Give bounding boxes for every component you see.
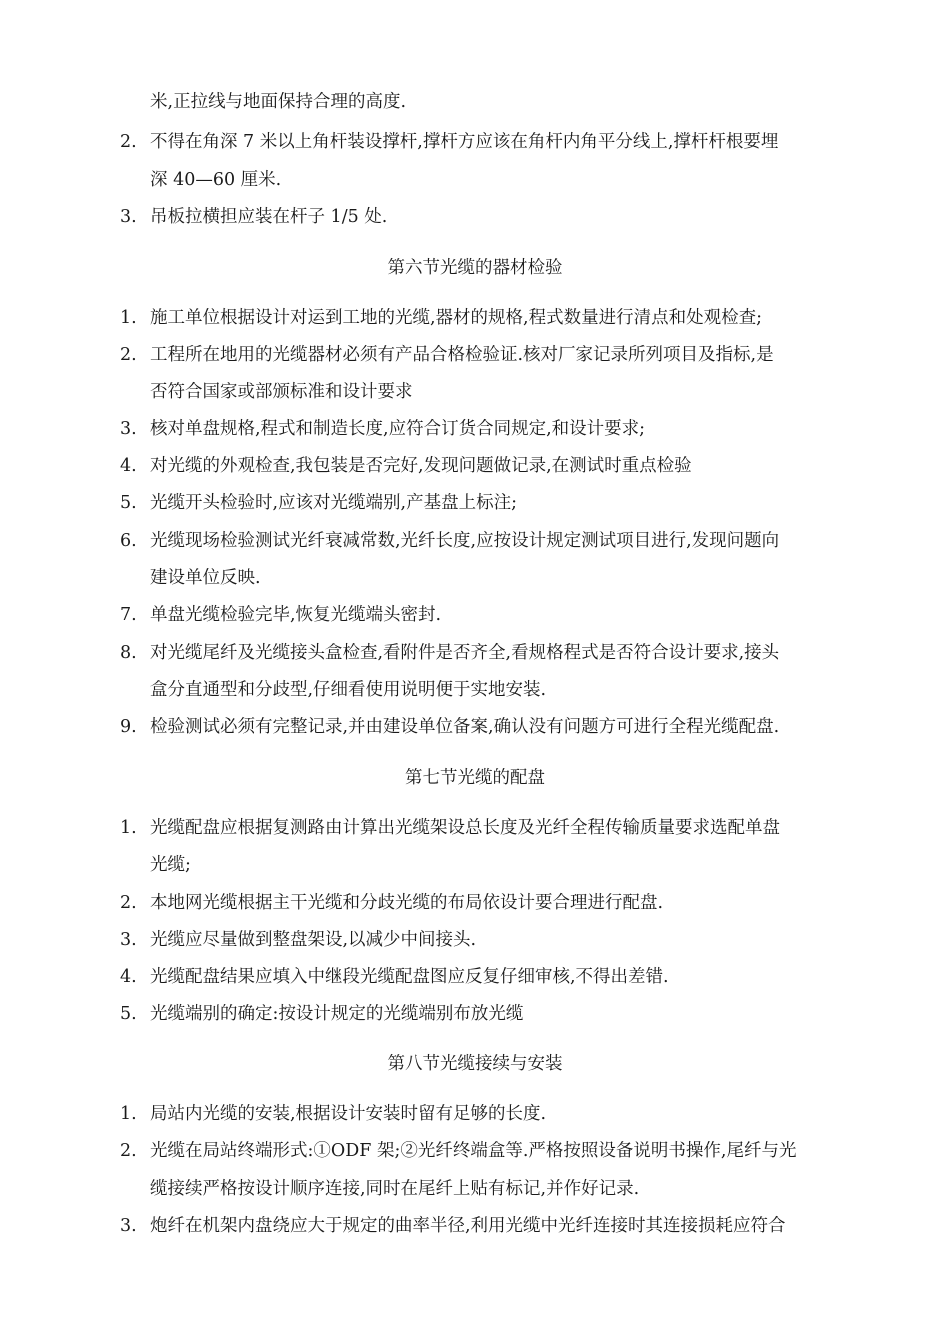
list-number: 4. [120,456,137,476]
list-item-text: 光缆在局站终端形式:①ODF 架;②光纤终端盒等.严格按照设备说明书操作,尾纤与光 [150,1141,797,1161]
list-item-text: 对光缆尾纤及光缆接头盒检查,看附件是否齐全,看规格程式是否符合设计要求,接头 [150,643,780,663]
list-number: 2. [120,893,137,913]
list-number: 2. [120,345,137,365]
list-number: 2. [120,132,137,152]
list-item-text: 对光缆的外观检查,我包装是否完好,发现问题做记录,在测试时重点检验 [150,456,692,476]
list-number: 9. [120,717,137,737]
list-number: 3. [120,419,137,439]
list-item-text: 缆接续严格按设计顺序连接,同时在尾纤上贴有标记,并作好记录. [150,1179,640,1199]
list-item-text: 光缆开头检验时,应该对光缆端别,产基盘上标注; [150,493,518,513]
section-heading: 第八节光缆接续与安装 [387,1054,563,1074]
list-item-text: 不得在角深 7 米以上角杆装设撑杆,撑杆方应该在角杆内角平分线上,撑杆杆根要埋 [150,132,779,152]
list-item-text: 吊板拉横担应装在杆子 1/5 处. [150,207,388,227]
paragraph-line: 米,正拉线与地面保持合理的高度. [150,92,407,112]
list-item-text: 光缆端别的确定:按设计规定的光缆端别布放光缆 [150,1004,524,1024]
list-number: 1. [120,818,137,838]
list-item-text: 建设单位反映. [150,568,261,588]
list-number: 3. [120,930,137,950]
list-item-text: 施工单位根据设计对运到工地的光缆,器材的规格,程式数量进行清点和处观检查; [150,308,763,328]
list-number: 1. [120,1104,137,1124]
list-number: 8. [120,643,137,663]
list-number: 5. [120,1004,137,1024]
list-item-text: 光缆配盘结果应填入中继段光缆配盘图应反复仔细审核,不得出差错. [150,967,669,987]
list-item-text: 光缆现场检验测试光纤衰减常数,光纤长度,应按设计规定测试项目进行,发现问题向 [150,531,780,551]
section-heading: 第六节光缆的器材检验 [387,258,563,278]
section-heading: 第七节光缆的配盘 [405,768,545,788]
list-item-text: 工程所在地用的光缆器材必须有产品合格检验证.核对厂家记录所列项目及指标,是 [150,345,774,365]
list-number: 1. [120,308,137,328]
list-item-text: 检验测试必须有完整记录,并由建设单位备案,确认没有问题方可进行全程光缆配盘. [150,717,780,737]
list-item-text: 本地网光缆根据主干光缆和分歧光缆的布局依设计要合理进行配盘. [150,893,664,913]
list-item-text: 单盘光缆检验完毕,恢复光缆端头密封. [150,605,442,625]
list-number: 2. [120,1141,137,1161]
list-item-text: 否符合国家或部颁标准和设计要求 [150,382,413,402]
list-item-text: 局站内光缆的安装,根据设计安装时留有足够的长度. [150,1104,547,1124]
list-item-text: 光缆配盘应根据复测路由计算出光缆架设总长度及光纤全程传输质量要求选配单盘 [150,818,780,838]
list-number: 7. [120,605,137,625]
list-item-text: 炮纤在机架内盘绕应大于规定的曲率半径,利用光缆中光纤连接时其连接损耗应符合 [150,1216,786,1236]
list-number: 5. [120,493,137,513]
list-number: 3. [120,1216,137,1236]
list-item-text: 光缆应尽量做到整盘架设,以减少中间接头. [150,930,477,950]
list-number: 4. [120,967,137,987]
list-number: 3. [120,207,137,227]
list-number: 6. [120,531,137,551]
list-item-text: 盒分直通型和分歧型,仔细看使用说明便于实地安装. [150,680,547,700]
list-item-text: 核对单盘规格,程式和制造长度,应符合订货合同规定,和设计要求; [150,419,646,439]
list-item-text: 光缆; [150,855,191,875]
list-item-text: 深 40—60 厘米. [150,170,282,190]
